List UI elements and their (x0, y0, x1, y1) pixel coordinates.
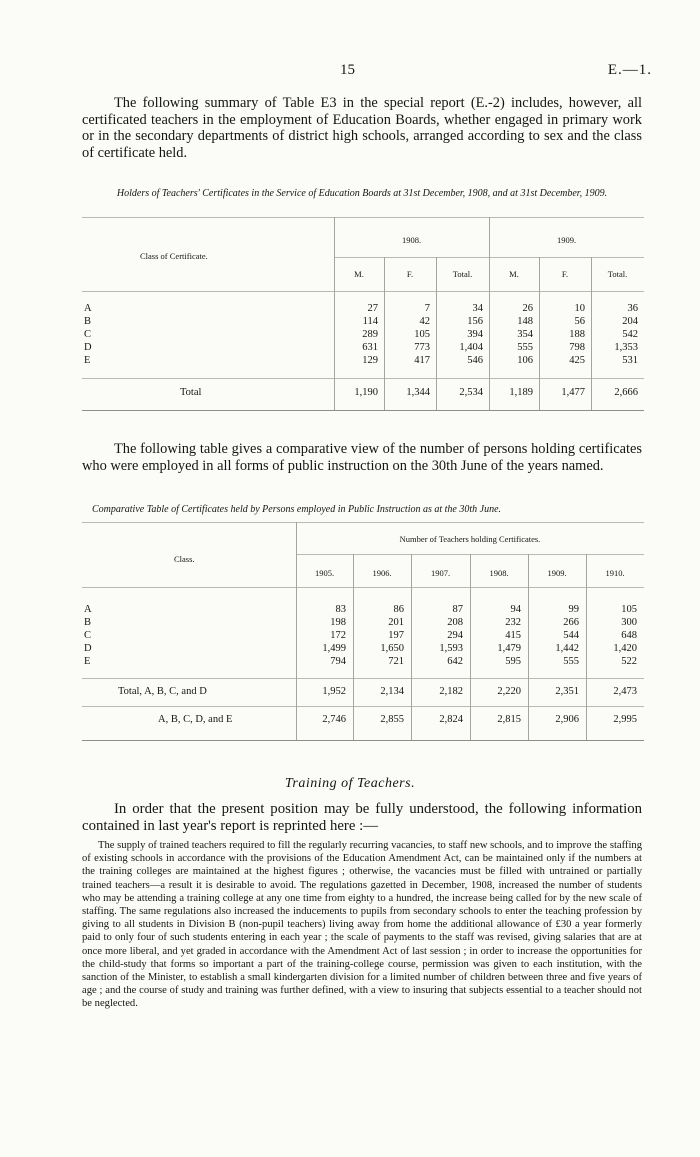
table2-total-label: Total, A, B, C, and D (118, 686, 207, 697)
table2-header-rule (82, 587, 644, 588)
table1-cell: 36 (627, 303, 638, 314)
table1-cell: 114 (362, 316, 378, 327)
table1-year-header: 1908. (401, 235, 422, 245)
table1-row-label: D (84, 342, 92, 353)
table2-cell: 232 (505, 617, 521, 628)
table1-cell: 417 (414, 355, 430, 366)
table2-cell: 721 (388, 656, 404, 667)
table2-cell: 1,479 (497, 643, 521, 654)
table1-cell: 56 (574, 316, 585, 327)
table1-subheader: M. (354, 269, 364, 279)
table2-cell: 648 (621, 630, 637, 641)
table2-cell: 1,420 (613, 643, 637, 654)
table1-cell: 204 (622, 316, 638, 327)
table2-row-label: C (84, 630, 92, 641)
table2-total-cell: 2,906 (555, 714, 579, 725)
section-title: Training of Teachers. (284, 776, 416, 791)
table2-total-rule (82, 706, 644, 707)
table2-cell: 201 (388, 617, 404, 628)
table2-class-header: Class. (174, 554, 195, 564)
table1-cell: 354 (517, 329, 533, 340)
table1-row-label: B (84, 316, 92, 327)
table2-total-cell: 2,220 (497, 686, 521, 697)
table2-total-cell: 1,952 (322, 686, 346, 697)
table1-cell: 156 (467, 316, 483, 327)
table2-cell: 642 (447, 656, 463, 667)
table1-cell: 188 (569, 329, 585, 340)
table2-year-header: 1908. (489, 568, 509, 578)
table2-cell: 86 (393, 604, 404, 615)
table1-cell: 425 (569, 355, 585, 366)
table2-cell: 83 (335, 604, 346, 615)
table1-row-label: A (84, 303, 92, 314)
table2-top-rule (82, 522, 644, 523)
table2-total-cell: 2,182 (439, 686, 463, 697)
table2-year-header: 1910. (605, 568, 625, 578)
table2-total-label: A, B, C, D, and E (158, 714, 233, 725)
table1-year-header: 1909. (556, 235, 577, 245)
table1-cell: 631 (362, 342, 378, 353)
table1-bottom-rule (82, 410, 644, 411)
table1-cell: 1,353 (614, 342, 638, 353)
table1-cell: 105 (414, 329, 430, 340)
table2-cell: 172 (330, 630, 346, 641)
table1-row-label: E (84, 355, 91, 366)
table2-cell: 87 (452, 604, 463, 615)
table1-cell: 394 (467, 329, 483, 340)
table2-cell: 99 (568, 604, 579, 615)
table2-row-label: A (84, 604, 92, 615)
table2-cell: 300 (621, 617, 637, 628)
table2-cell: 522 (621, 656, 637, 667)
table1-total-cell: 1,344 (406, 387, 430, 398)
table1-cell: 546 (467, 355, 483, 366)
table1-cell: 289 (362, 329, 378, 340)
table1-cell: 531 (622, 355, 638, 366)
intro-paragraph: The following summary of Table E3 in the special report (E.-2) includes, however, all certificated teachers in the employment of Education Boards, whether engaged in primary work or in the secondary departments of district high schools, arranged according to sex and the class of certificate held. (82, 95, 642, 161)
table2-cell: 1,593 (439, 643, 463, 654)
table2-year-header: 1907. (430, 568, 451, 578)
table1-row-label: C (84, 329, 92, 340)
table2-cell: 415 (505, 630, 521, 641)
table1-cell: 34 (472, 303, 483, 314)
table1-subheader: M. (509, 269, 519, 279)
table1-subheader: Total. (607, 269, 628, 279)
page-header (0, 62, 700, 82)
table1-subheader: F. (406, 269, 414, 279)
table1-top-rule (82, 217, 644, 218)
table1-cell: 10 (574, 303, 585, 314)
table1-cell: 129 (362, 355, 378, 366)
table2-total-cell: 2,855 (380, 714, 404, 725)
table1-total-cell: 1,190 (354, 387, 378, 398)
table2-total-cell: 2,815 (497, 714, 521, 725)
table1-cell: 27 (367, 303, 378, 314)
table1-cell: 106 (517, 355, 533, 366)
table1-class-header: Class of Certificate. (140, 251, 208, 261)
table2-cell: 595 (505, 656, 521, 667)
table1-cell: 798 (569, 342, 585, 353)
table2-total-cell: 2,351 (555, 686, 579, 697)
table2-cell: 208 (447, 617, 463, 628)
table1-total-cell: 2,666 (614, 387, 638, 398)
table2-year-header: 1906. (372, 568, 392, 578)
document-reference: E.—1. (607, 62, 652, 78)
table1-cell: 555 (517, 342, 533, 353)
table2-group-header: Number of Teachers holding Certificates. (399, 534, 541, 544)
table2-cell: 1,499 (322, 643, 346, 654)
table2-row-label: D (84, 643, 92, 654)
table2-total-rule (82, 678, 644, 679)
table2-total-cell: 2,824 (439, 714, 463, 725)
table1-cell: 148 (517, 316, 533, 327)
table2-cell: 1,650 (380, 643, 404, 654)
table2-cell: 555 (563, 656, 579, 667)
training-intro-paragraph: In order that the present position may be fully understood, the following information contained in last year's report is reprinted here :— (82, 801, 642, 834)
table2-row-label: B (84, 617, 92, 628)
table2-cell: 197 (388, 630, 404, 641)
table2-cell: 1,442 (555, 643, 579, 654)
table2-caption: Comparative Table of Certificates held by Persons employed in Public Instruction as at the 30th June. (92, 504, 502, 515)
table2-cell: 544 (563, 630, 579, 641)
table2-cell: 198 (330, 617, 346, 628)
table1-cell: 7 (424, 303, 430, 314)
table1-cell: 26 (522, 303, 533, 314)
table2-cell: 94 (510, 604, 521, 615)
table2-bottom-rule (82, 740, 644, 741)
table2-cell: 105 (621, 604, 637, 615)
table1-total-label: Total (180, 387, 202, 398)
table2-total-cell: 2,473 (613, 686, 637, 697)
table2-year-header: 1909. (547, 568, 567, 578)
table1-cell: 773 (414, 342, 430, 353)
table1-total-rule (82, 378, 644, 379)
table2-total-cell: 2,746 (322, 714, 346, 725)
table2-year-header: 1905. (314, 568, 335, 578)
table1-total-cell: 1,477 (561, 387, 585, 398)
comparative-paragraph: The following table gives a comparative view of the number of persons holding certificates who were employed in all forms of public instruction on the 30th June of the years named. (82, 441, 642, 474)
table1-subheader: F. (561, 269, 569, 279)
table1-cell: 1,404 (459, 342, 483, 353)
table2-cell: 294 (447, 630, 463, 641)
table1-total-cell: 2,534 (459, 387, 483, 398)
table1-header-rule (82, 291, 644, 292)
table2-cell: 794 (330, 656, 346, 667)
table1-cell: 542 (622, 329, 638, 340)
table2-row-label: E (84, 656, 91, 667)
table2-total-cell: 2,995 (613, 714, 637, 725)
table1-subheader: Total. (452, 269, 473, 279)
table1-cell: 42 (419, 316, 430, 327)
training-body-paragraph: The supply of trained teachers required to fill the regularly recurring vacancies, to staff new schools, and to improve the staffing of existing schools in accordance with the provisions of the Education Amendment Act, can be maintained only if the numbers at the training colleges are maintained at the highest figures ; otherwise, the vacancies must be filled with untrained or partially trained teachers—a result it is desirable to avoid. The regulations gazetted in December, 1908, increased the number of students who may be attending a training college at any one time from eighty to a hundred, the increase being called for by the new scale of staffing. The same regulations also increased the inducements to pupils from secondary schools to enter the teaching profession by giving to all students in Division B (non-pupil teachers) living away from home the additional allowance of £30 a year formerly paid to only four of such students entering in each year ; the scale of payments to the staff was revised, giving salaries that are at once more liberal, and yet graded in accordance with the Amendment Act of last session ; in order to increase the opportunities for the child-study that forms so important a part of the training-college course, permission was given to each institution, with the sanction of the Minister, to establish a small kindergarten division for a limited number of children between three and five years of age ; and the course of study and training was further defined, with a view to insuring that subjects essential to a teacher should not be neglected. (82, 840, 642, 1010)
table1-caption: Holders of Teachers' Certificates in the Service of Education Boards at 31st December, 1908, and at 31st December, 1909. (116, 188, 608, 199)
table2-cell: 266 (563, 617, 579, 628)
table1-total-cell: 1,189 (509, 387, 533, 398)
page-number: 15 (340, 62, 355, 78)
table2-total-cell: 2,134 (380, 686, 404, 697)
